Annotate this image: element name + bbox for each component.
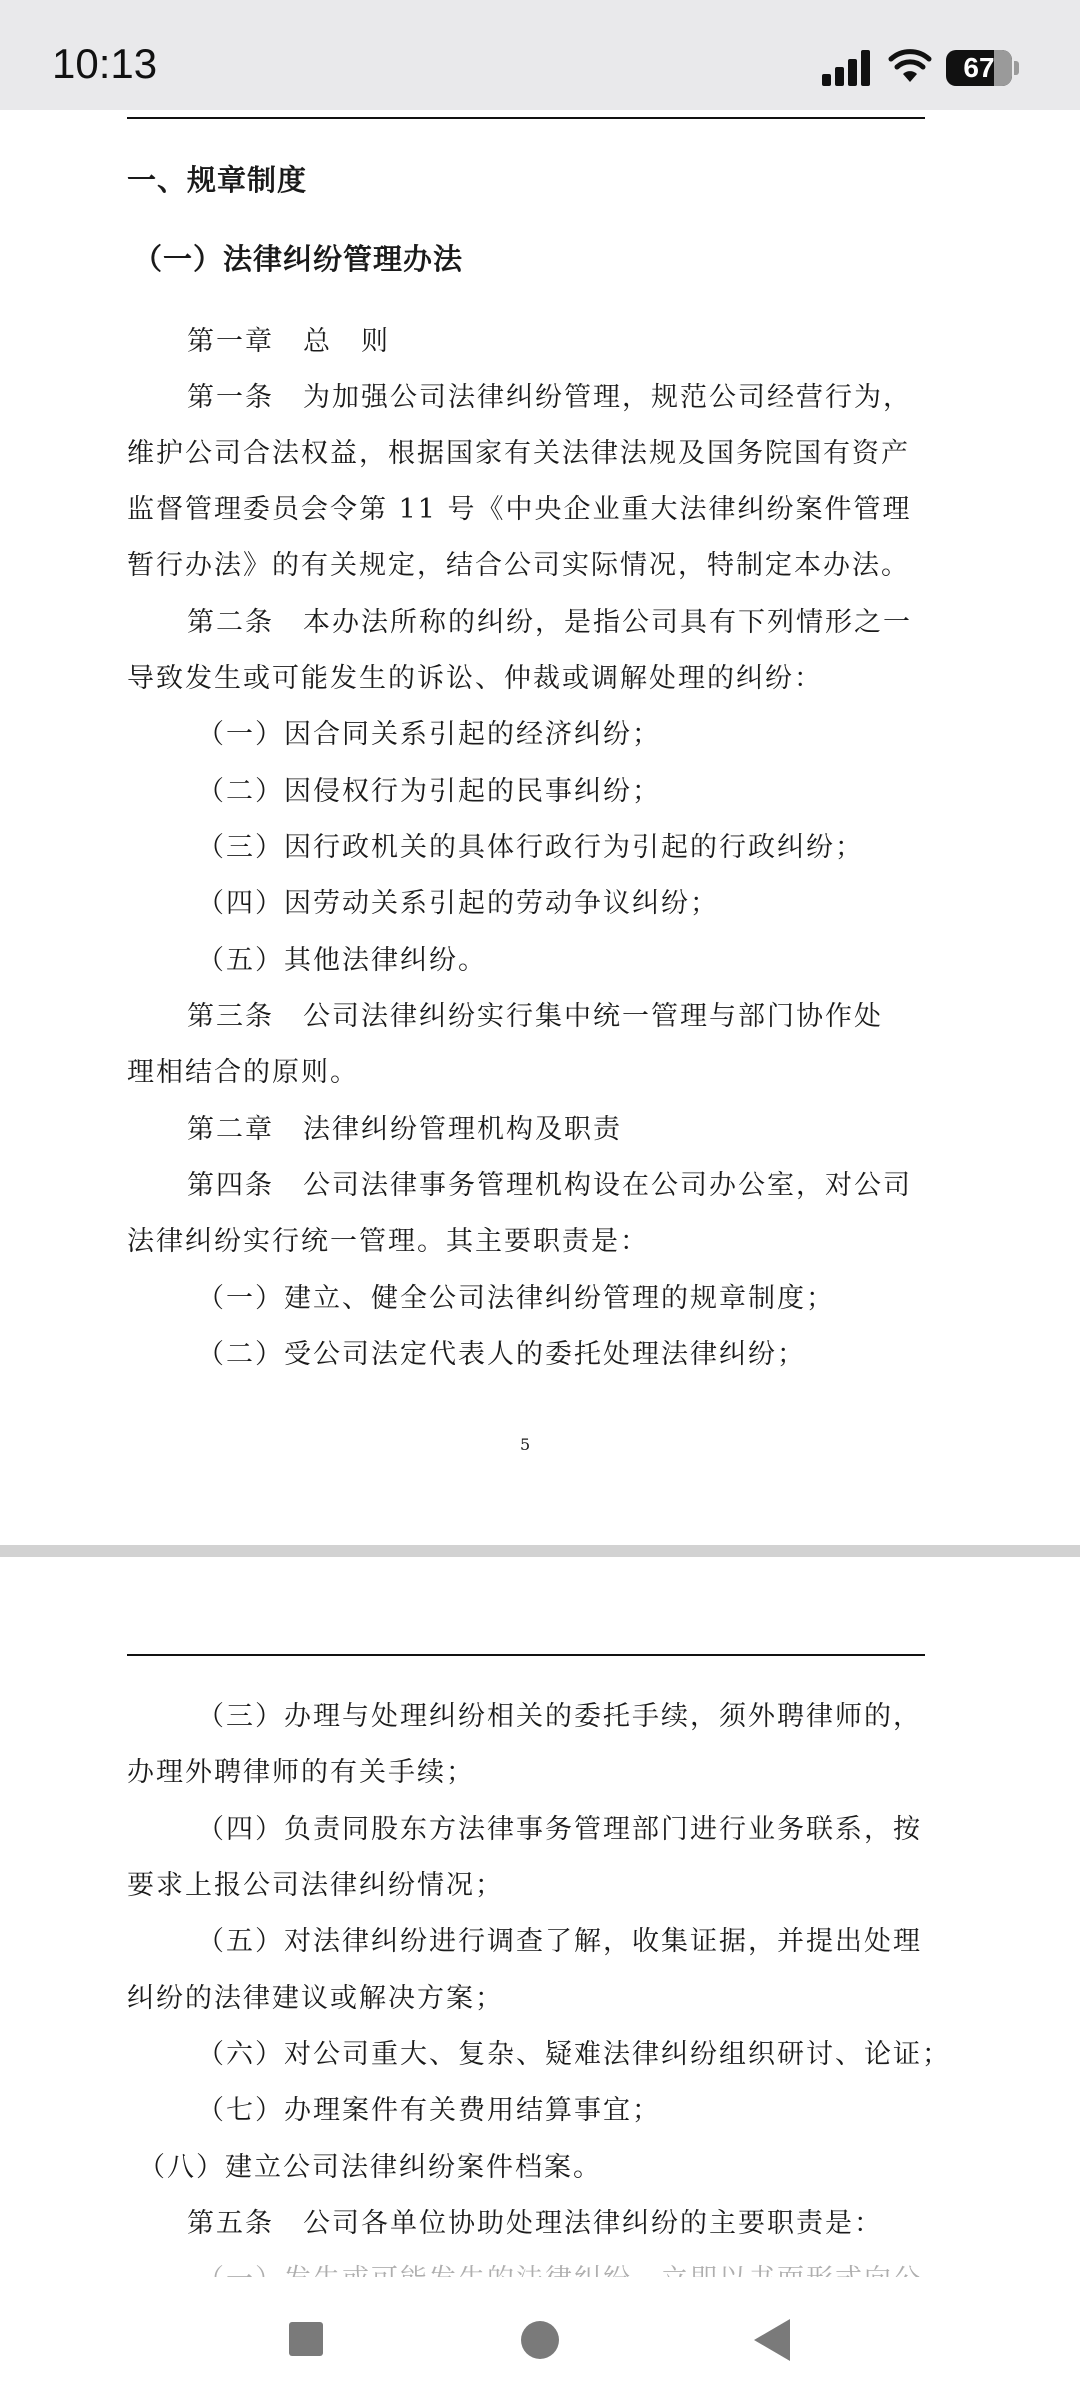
paragraph-line: 导致发生或可能发生的诉讼、仲裁或调解处理的纠纷： (127, 663, 823, 694)
list-item: （六）对公司重大、复杂、疑难法律纠纷组织研讨、论证； (197, 2039, 951, 2070)
document-page-1 (0, 110, 1080, 1545)
battery-level: 67 (963, 52, 995, 83)
page-number: 5 (520, 1435, 531, 1454)
paragraph-line: 办理外聘律师的有关手续； (127, 1757, 475, 1788)
section-heading: 一、规章制度 (127, 163, 308, 197)
list-item: （一）因合同关系引起的经济纠纷； (197, 719, 661, 750)
chapter-title: 第一章 总 则 (187, 326, 390, 357)
paragraph-line: 第五条 公司各单位协助处理法律纠纷的主要职责是： (187, 2208, 883, 2239)
home-button[interactable] (521, 2321, 559, 2359)
recent-apps-button[interactable] (289, 2322, 323, 2356)
paragraph-line: 监督管理委员会令第 11 号《中央企业重大法律纠纷案件管理 (127, 494, 912, 525)
list-item: （五）对法律纠纷进行调查了解，收集证据，并提出处理 (197, 1926, 922, 1957)
header-rule (127, 1654, 925, 1656)
cellular-signal-icon (822, 50, 872, 86)
paragraph-line: 第三条 公司法律纠纷实行集中统一管理与部门协作处 (187, 1001, 883, 1032)
status-bar (0, 0, 1080, 110)
paragraph-line: 法律纠纷实行统一管理。其主要职责是： (127, 1226, 649, 1257)
list-item: （一）建立、健全公司法律纠纷管理的规章制度； (197, 1283, 835, 1314)
back-button[interactable] (754, 2319, 790, 2361)
wifi-icon (888, 48, 932, 84)
list-item: （四）负责同股东方法律事务管理部门进行业务联系，按 (197, 1814, 922, 1845)
clock: 10:13 (52, 40, 158, 87)
paragraph-line: 理相结合的原则。 (127, 1057, 359, 1088)
list-item: （五）其他法律纠纷。 (197, 945, 487, 976)
paragraph-line: 第二条 本办法所称的纠纷，是指公司具有下列情形之一 (187, 607, 912, 638)
header-rule (127, 117, 925, 119)
list-item: （四）因劳动关系引起的劳动争议纠纷； (197, 888, 719, 919)
list-item: （二）受公司法定代表人的委托处理法律纠纷； (197, 1339, 806, 1370)
paragraph-line: 维护公司合法权益，根据国家有关法律法规及国务院国有资产 (127, 438, 910, 469)
list-item: （八）建立公司法律纠纷案件档案。 (138, 2152, 602, 2183)
navigation-bar (0, 2277, 1080, 2400)
battery-icon (946, 50, 1012, 86)
paragraph-line: 暂行办法》的有关规定，结合公司实际情况，特制定本办法。 (127, 550, 910, 581)
page-separator (0, 1545, 1080, 1557)
document-page-2 (0, 1557, 1080, 2277)
paragraph-line: 纠纷的法律建议或解决方案； (127, 1983, 504, 2014)
list-item: （二）因侵权行为引起的民事纠纷； (197, 776, 661, 807)
paragraph-line: 第四条 公司法律事务管理机构设在公司办公室，对公司 (187, 1170, 912, 1201)
list-item: （三）因行政机关的具体行政行为引起的行政纠纷； (197, 832, 864, 863)
paragraph-line: 要求上报公司法律纠纷情况； (127, 1870, 504, 1901)
list-item: （七）办理案件有关费用结算事宜； (197, 2095, 661, 2126)
chapter-title: 第二章 法律纠纷管理机构及职责 (187, 1114, 622, 1145)
paragraph-line: 第一条 为加强公司法律纠纷管理，规范公司经营行为， (187, 382, 912, 413)
subsection-heading: （一）法律纠纷管理办法 (133, 242, 464, 276)
list-item: （三）办理与处理纠纷相关的委托手续，须外聘律师的， (197, 1701, 922, 1732)
